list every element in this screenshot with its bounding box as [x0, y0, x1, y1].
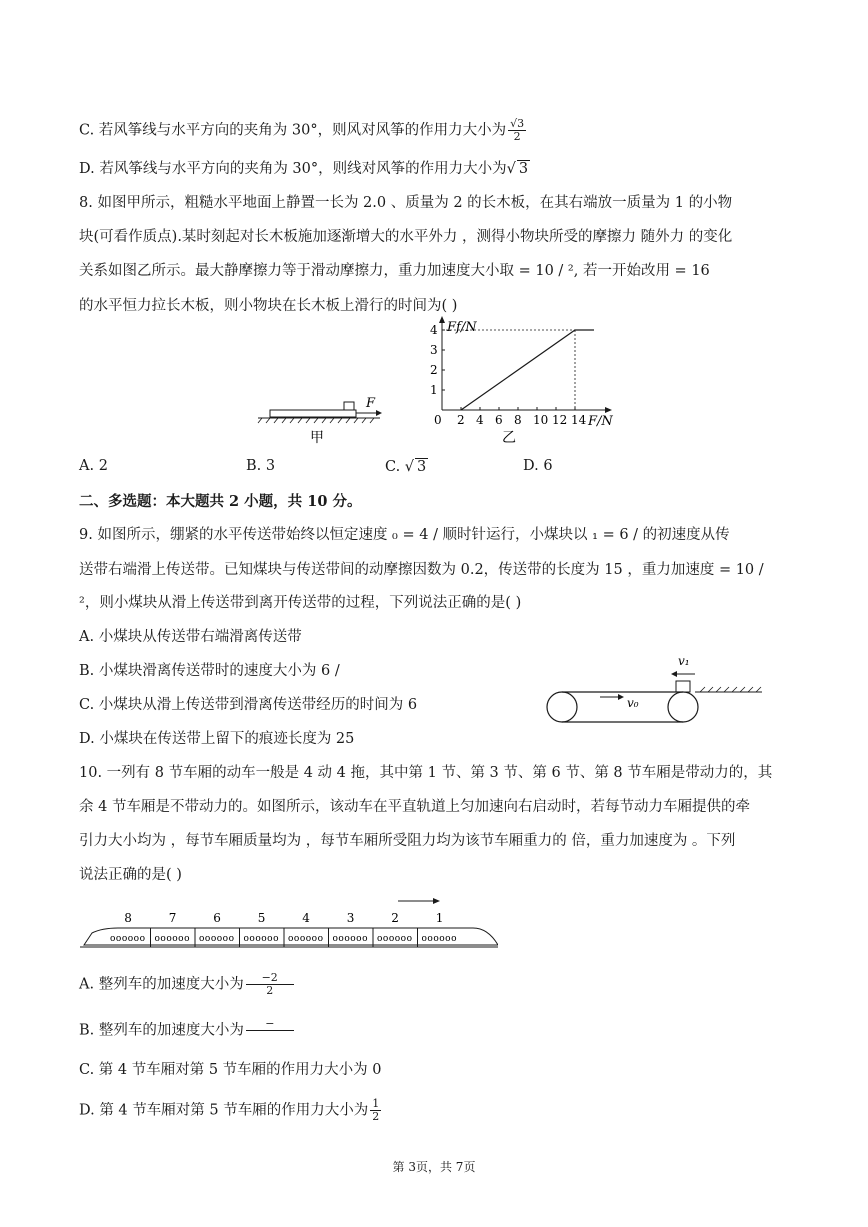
car-windows: oooooo — [377, 934, 413, 944]
q7-option-d: D. 若风筝线与水平方向的夹角为 30°，则线对风筝的作用力大小为√ 3 — [79, 161, 529, 177]
q8-line-2: 块(可看作质点).某时刻起对长木板施加逐渐增大的水平外力 ，测得小物块所受的摩擦力 随外力 的变化 — [79, 229, 733, 245]
car-windows: oooooo — [154, 934, 191, 944]
q7-option-c-den: 2 — [513, 130, 521, 143]
x-tick-label: 8 — [514, 413, 522, 427]
x-tick-label: 6 — [495, 413, 503, 427]
q9-line-1: 9. 如图所示，绷紧的水平传送带始终以恒定速度 ₀ = 4 / 顺时针运行，小煤块以 ₁ = 6 / 的初速度从传 — [79, 527, 730, 543]
car-number-label: 3 — [346, 911, 355, 925]
q10-option-a — [79, 972, 294, 997]
q10-option-c: C. 第 4 节车厢对第 5 节车厢的作用力大小为 0 — [79, 1062, 382, 1078]
q9-conveyor-figure — [540, 650, 770, 725]
q7-option-c — [79, 118, 526, 143]
q9-option-b: B. 小煤块滑离传送带时的速度大小为 6 / — [79, 663, 340, 679]
q10-line-1: 10. 一列有 8 节车厢的动车一般是 4 动 4 拖，其中第 1 节、第 3 节、第 6 节、第 8 节车厢是带动力的，其 — [79, 765, 773, 781]
q10-option-d — [79, 1098, 381, 1123]
car-windows: oooooo — [243, 934, 280, 944]
q10-option-b-fraction — [246, 1018, 294, 1043]
car-windows: oooooo — [332, 934, 369, 944]
q10-option-b — [79, 1018, 294, 1043]
x-tick-label: 14 — [571, 413, 587, 427]
q7-option-d-value: 3 — [518, 161, 529, 177]
q8-option-c-label: C. — [385, 459, 401, 475]
q9-option-d: D. 小煤块在传送带上留下的痕迹长度为 25 — [79, 731, 355, 747]
left-roller — [547, 692, 577, 722]
x-axis-arrow — [605, 407, 612, 413]
y-tick-label: 1 — [430, 383, 438, 397]
x-tick-label: 0 — [434, 413, 442, 427]
right-roller — [668, 692, 698, 722]
q9-option-c: C. 小煤块从滑上传送带到滑离传送带经历的时间为 6 — [79, 697, 418, 713]
q10-option-a-num: −2 — [246, 972, 294, 985]
q9-line-3: ²，则小煤块从滑上传送带到离开传送带的过程，下列说法正确的是( ) — [79, 595, 522, 611]
x-axis-label: F/N — [588, 414, 613, 429]
y-tick-label: 3 — [430, 343, 438, 357]
fig-yi-label: 乙 — [502, 430, 516, 446]
car-number-label: 7 — [168, 911, 177, 925]
q10-option-a-text: A. 整列车的加速度大小为 — [79, 976, 244, 993]
q10-option-a-den: 2 — [266, 984, 274, 997]
y-tick-label: 4 — [430, 323, 438, 337]
fig-jia-label: 甲 — [310, 430, 324, 446]
q9-line-2: 送带右端滑上传送带。已知煤块与传送带间的动摩擦因数为 0.2，传送带的长度为 15 ，重力加速度 = 10 / — [79, 562, 764, 578]
q10-line-4: 说法正确的是( ) — [79, 867, 182, 883]
q8-option-c-value: 3 — [417, 459, 427, 475]
force-label: F — [366, 396, 376, 411]
q10-option-b-text: B. 整列车的加速度大小为 — [79, 1022, 244, 1039]
car-number-label: 8 — [124, 911, 132, 925]
car-windows: oooooo — [110, 934, 146, 944]
q10-option-d-text: D. 第 4 节车厢对第 5 节车厢的作用力大小为 — [79, 1102, 369, 1119]
block-shape — [344, 402, 354, 410]
y-axis-label: Ff/N — [447, 320, 477, 335]
q8-option-d: D. 6 — [523, 458, 553, 474]
y-axis-arrow — [439, 316, 445, 323]
page-footer: 第 3页，共 7页 — [392, 1160, 476, 1174]
q10-option-d-fraction — [370, 1098, 381, 1123]
q8-option-a: A. 2 — [79, 458, 108, 474]
q10-option-d-num: 1 — [372, 1097, 380, 1110]
q8-figure-jia — [250, 392, 390, 448]
y-tick-label: 2 — [430, 363, 438, 377]
car-windows: oooooo — [421, 934, 458, 944]
section-heading-multiple-choice: 二、多选题：本大题共 2 小题，共 10 分。 — [79, 493, 362, 510]
q8-line-1: 8. 如图甲所示，粗糙水平地面上静置一长为 2.0 、质量为 2 的长木板，在其右端放一质量为 1 的小物 — [79, 195, 733, 211]
x-tick-label: 2 — [457, 413, 465, 427]
car-number-label: 1 — [435, 911, 444, 925]
q8-option-b: B. 3 — [246, 458, 276, 474]
q10-option-b-num: − — [246, 1018, 294, 1031]
x-tick-label: 12 — [552, 413, 568, 427]
q7-option-c-fraction — [508, 118, 526, 143]
v0-label: v₀ — [627, 696, 639, 710]
q10-line-3: 引力大小均为 ，每节车厢质量均为 ，每节车厢所受阻力均为该节车厢重力的 倍，重力加速度为 。下列 — [79, 833, 736, 849]
q7-option-c-num: √3 — [510, 117, 525, 130]
q7-option-c-text: C. 若风筝线与水平方向的夹角为 30°，则风对风筝的作用力大小为 — [79, 122, 507, 139]
car-windows: oooooo — [288, 934, 324, 944]
q10-option-d-den: 2 — [372, 1110, 380, 1123]
q9-option-a: A. 小煤块从传送带右端滑离传送带 — [79, 629, 302, 645]
q8-figure-yi-chart — [420, 315, 620, 450]
x-tick-label: 4 — [476, 413, 484, 427]
q8-line-4: 的水平恒力拉长木板，则小物块在长木板上滑行的时间为( ) — [79, 298, 458, 314]
q10-line-2: 余 4 节车厢是不带动力的。如图所示，该动车在平直轨道上匀加速向右启动时，若每节动力车厢提供的牵 — [79, 799, 750, 815]
car-windows: oooooo — [199, 934, 235, 944]
q8-line-3: 关系如图乙所示。最大静摩擦力等于滑动摩擦力，重力加速度大小取 = 10 / ², 若一开始改用 = 16 — [79, 263, 710, 279]
series-line-ff — [461, 330, 594, 410]
car-number-label: 5 — [257, 911, 266, 925]
v1-label: v₁ — [678, 654, 690, 668]
q10-option-b-den — [246, 1031, 294, 1043]
q8-option-c: C. √ 3 — [385, 459, 427, 475]
x-tick-label: 10 — [533, 413, 549, 427]
car-number-label: 2 — [391, 911, 399, 925]
q10-train-figure — [78, 895, 498, 955]
car-number-label: 4 — [302, 911, 310, 925]
board-shape — [270, 410, 356, 417]
q7-option-d-text: D. 若风筝线与水平方向的夹角为 30°，则线对风筝的作用力大小为 — [79, 161, 507, 177]
car-number-label: 6 — [213, 911, 221, 925]
coal-block — [676, 681, 690, 692]
q10-option-a-fraction — [246, 972, 294, 997]
